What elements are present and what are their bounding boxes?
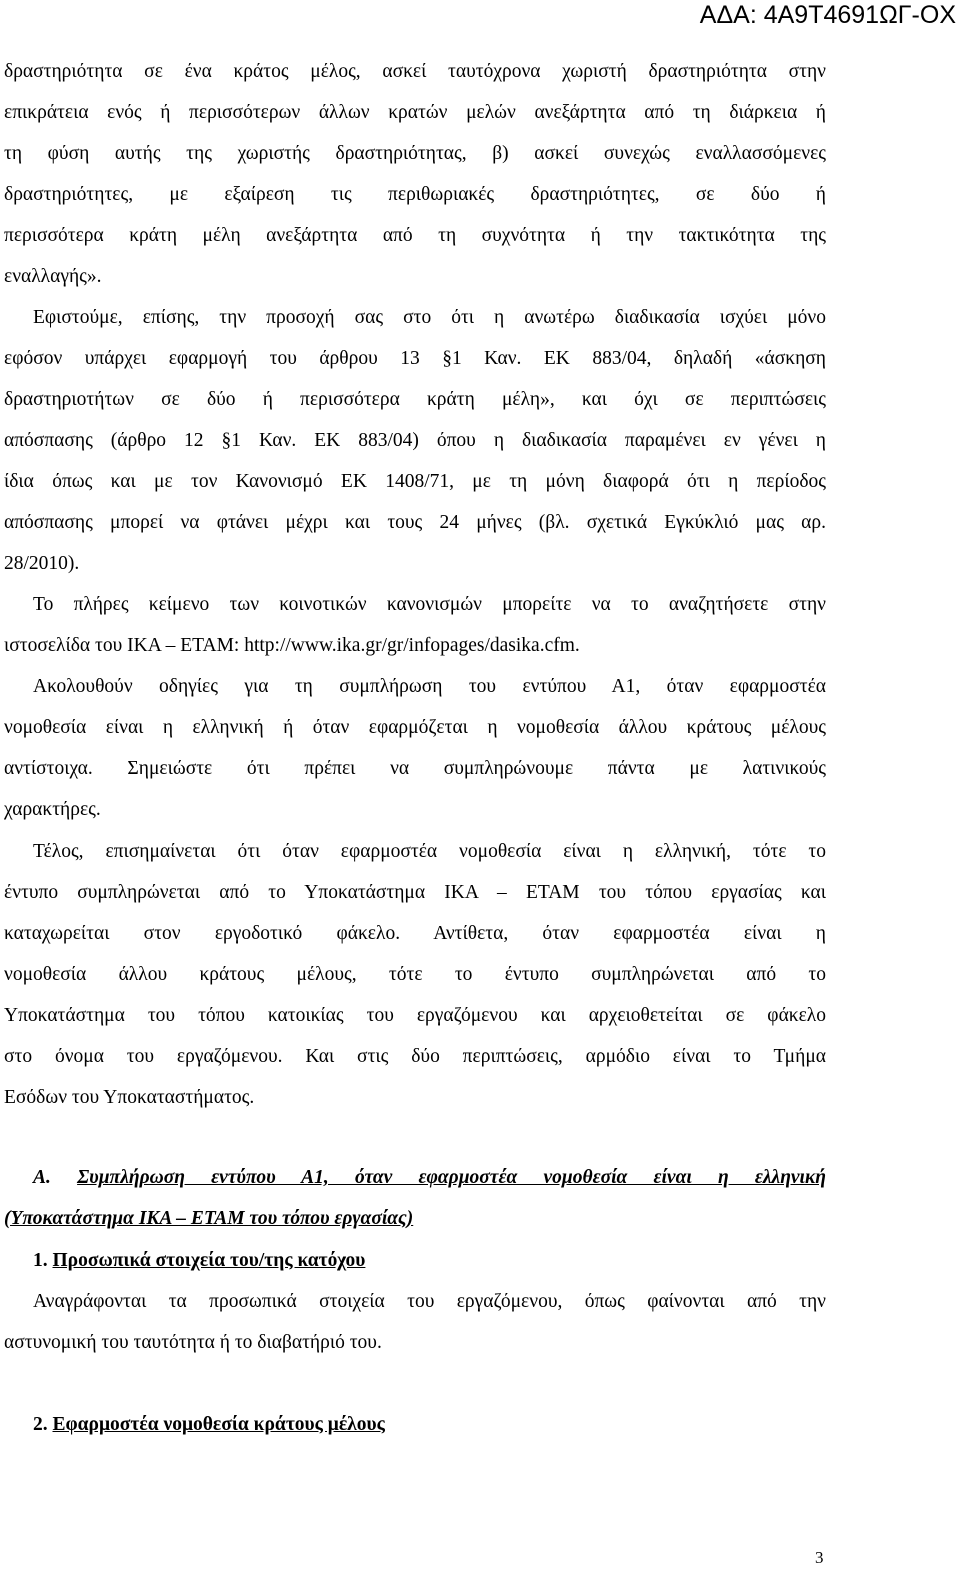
paragraph-line: Αναγράφονται τα προσωπικά στοιχεία του εργαζόμενου, όπως φαίνονται από την	[33, 1291, 826, 1312]
paragraph-line: Ακολουθούν οδηγίες για τη συμπλήρωση του εντύπου Α1, όταν εφαρμοστέα	[33, 676, 826, 697]
paragraph-line: απόσπασης μπορεί να φτάνει μέχρι και τους 24 μήνες (βλ. σχετικά Εγκύκλιό μας αρ.	[4, 512, 826, 533]
paragraph-line: αστυνομική του ταυτότητα ή το διαβατήριό του.	[4, 1332, 382, 1353]
ada-code: ΑΔΑ: 4Α9Τ4691ΩΓ-ΟΧ	[699, 1, 956, 29]
paragraph-line: χαρακτήρες.	[4, 799, 101, 820]
paragraph-line: Εσόδων του Υποκαταστήματος.	[4, 1087, 255, 1108]
paragraph-line: Τέλος, επισημαίνεται ότι όταν εφαρμοστέα νομοθεσία είναι η ελληνική, τότε το	[33, 841, 826, 862]
paragraph-line: Το πλήρες κείμενο των κοινοτικών κανονισμών μπορείτε να το αναζητήσετε στην	[33, 594, 826, 615]
paragraph-line: έντυπο συμπληρώνεται από το Υποκατάστημα ΙΚΑ – ΕΤΑΜ του τόπου εργασίας και	[4, 882, 826, 903]
subsection-title: Εφαρμοστέα νομοθεσία κράτους μέλους	[52, 1414, 385, 1435]
paragraph-line: Εφιστούμε, επίσης, την προσοχή σας στο ότι η ανωτέρω διαδικασία ισχύει μόνο	[33, 307, 826, 328]
subsection-title: Προσωπικά στοιχεία του/της κατόχου	[52, 1250, 366, 1271]
subsection-number: 2.	[33, 1414, 48, 1435]
paragraph-line: αντίστοιχα. Σημειώστε ότι πρέπει να συμπληρώνουμε πάντα με λατινικούς	[4, 758, 826, 779]
paragraph-line: νομοθεσία άλλου κράτους μέλους, τότε το έντυπο συμπληρώνεται από το	[4, 964, 826, 985]
paragraph-line: ίδια όπως και με τον Κανονισμό ΕΚ 1408/71, με τη μόνη διαφορά ότι η περίοδος	[4, 471, 826, 492]
paragraph-line: στο όνομα του εργαζόμενου. Και στις δύο περιπτώσεις, αρμόδιο είναι το Τμήμα	[4, 1046, 826, 1067]
paragraph-line: τη φύση αυτής της χωριστής δραστηριότητας, β) ασκεί συνεχώς εναλλασσόμενες	[4, 143, 826, 164]
paragraph-line: ιστοσελίδα του ΙΚΑ – ΕΤΑΜ: http://www.ika.gr/gr/infopages/dasika.cfm.	[4, 635, 580, 656]
paragraph-line: δραστηριότητες, με εξαίρεση τις περιθωριακές δραστηριότητες, σε δύο ή	[4, 184, 826, 205]
subsection-heading	[33, 1249, 826, 1273]
paragraph-line: νομοθεσία είναι η ελληνική ή όταν εφαρμόζεται η νομοθεσία άλλου κράτους μέλους	[4, 717, 826, 738]
paragraph-line: περισσότερα κράτη μέλη ανεξάρτητα από τη συχνότητα ή την τακτικότητα της	[4, 225, 826, 246]
paragraph-line: εναλλαγής».	[4, 266, 102, 287]
section-title: Συμπλήρωση εντύπου Α1, όταν εφαρμοστέα νομοθεσία είναι η ελληνική	[77, 1167, 826, 1188]
paragraph-line: επικράτεια ενός ή περισσότερων άλλων κρατών μελών ανεξάρτητα από τη διάρκεια ή	[4, 102, 826, 123]
paragraph-line: εφόσον υπάρχει εφαρμογή του άρθρου 13 §1 Καν. ΕΚ 883/04, δηλαδή «άσκηση	[4, 348, 826, 369]
paragraph-line: καταχωρείται στον εργοδοτικό φάκελο. Αντίθετα, όταν εφαρμοστέα είναι η	[4, 923, 826, 944]
paragraph-line: απόσπασης (άρθρο 12 §1 Καν. ΕΚ 883/04) όπου η διαδικασία παραμένει εν γένει η	[4, 430, 826, 451]
paragraph-line: 28/2010).	[4, 553, 80, 574]
paragraph-line: δραστηριότητα σε ένα κράτος μέλος, ασκεί ταυτόχρονα χωριστή δραστηριότητα στην	[4, 61, 826, 82]
page-number: 3	[815, 1548, 824, 1567]
section-title-line2: (Υποκατάστημα ΙΚΑ – ΕΤΑΜ του τόπου εργασίας)	[4, 1208, 414, 1229]
subsection-heading	[33, 1413, 826, 1437]
paragraph-line: δραστηριοτήτων σε δύο ή περισσότερα κράτη μέλη», και όχι σε περιπτώσεις	[4, 389, 826, 410]
section-heading	[33, 1166, 826, 1190]
section-number: Α.	[33, 1167, 51, 1188]
subsection-number: 1.	[33, 1250, 48, 1271]
paragraph-line: Υποκατάστημα του τόπου κατοικίας του εργαζόμενου και αρχειοθετείται σε φάκελο	[4, 1005, 826, 1026]
